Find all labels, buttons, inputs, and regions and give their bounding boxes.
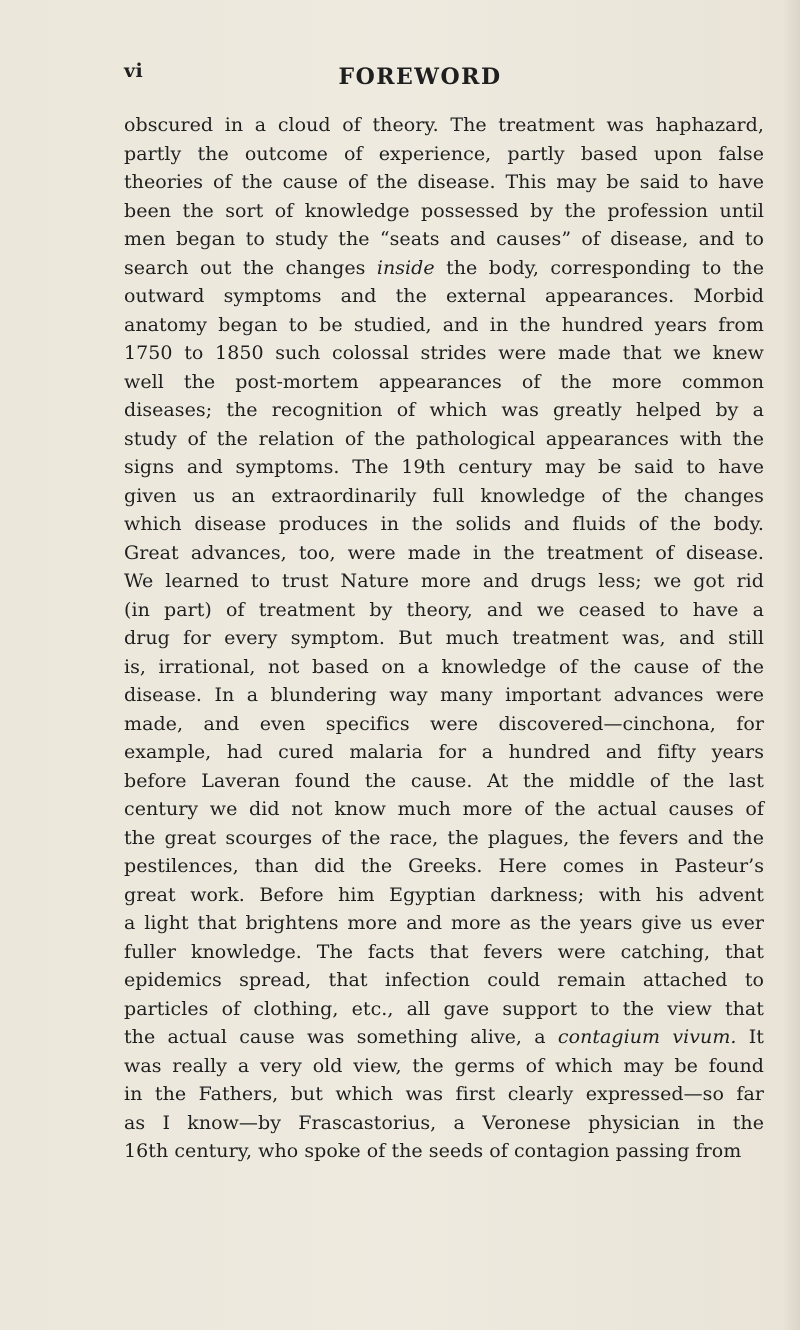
text-line (124, 197, 764, 226)
text-line (124, 738, 764, 767)
text-segment: the actual cause was something alive, a (124, 1026, 558, 1048)
text-line (124, 510, 764, 539)
text-segment: which disease produces in the solids and fluids of the body. (124, 513, 764, 535)
page-edge-shadow (782, 0, 800, 1330)
text-segment: signs and symptoms. The 19th century may be said to have (124, 456, 764, 478)
text-line (124, 567, 764, 596)
text-line (124, 482, 764, 511)
text-line (124, 909, 764, 938)
text-line (124, 852, 764, 881)
text-line (124, 710, 764, 739)
text-segment: partly the outcome of experience, partly based upon false (124, 142, 764, 165)
text-line (124, 225, 764, 254)
text-line (124, 966, 764, 995)
text-line (124, 539, 764, 568)
text-segment: before Laveran found the cause. At the middle of the last (124, 769, 764, 792)
text-line (124, 824, 764, 853)
text-line (124, 681, 764, 710)
text-line (124, 767, 764, 796)
text-line (124, 624, 764, 653)
text-segment: We learned to trust Nature more and drugs less; we got rid (124, 570, 764, 592)
text-line (124, 425, 764, 454)
text-segment: obscured in a cloud of theory. The treatment was haphazard, (124, 114, 764, 136)
text-line (124, 282, 764, 311)
text-line (124, 995, 764, 1024)
text-segment: particles of clothing, etc., all gave support to the view that (124, 997, 764, 1020)
text-segment: been the sort of knowledge possessed by the profession until (124, 199, 764, 222)
text-line (124, 1137, 764, 1166)
text-segment: made, and even specifics were discovered—cinchona, for (124, 712, 764, 735)
text-segment: a light that brightens more and more as the years give us ever (124, 912, 764, 934)
body-text (124, 111, 764, 1166)
text-line (124, 596, 764, 625)
text-segment: outward symptoms and the external appearances. Morbid (124, 285, 764, 307)
text-segment: great work. Before him Egyptian darkness; with his advent (124, 883, 764, 906)
text-line (124, 140, 764, 169)
text-segment: in the Fathers, but which was first clearly expressed—so far (124, 1083, 764, 1105)
text-line (124, 1080, 764, 1109)
text-line (124, 1023, 764, 1052)
italic-text-segment: inside (376, 256, 435, 279)
text-line (124, 368, 764, 397)
text-line (124, 453, 764, 482)
text-line (124, 1052, 764, 1081)
italic-text-segment: contagium vivum. (557, 1026, 737, 1048)
text-segment: the great scourges of the race, the plagues, the fevers and the (124, 826, 764, 849)
text-segment: theories of the cause of the disease. This may be said to have (124, 171, 764, 193)
text-segment: pestilences, than did the Greeks. Here comes in Pasteur’s (124, 855, 764, 877)
text-segment: men began to study the “seats and causes” of disease, and to (124, 228, 764, 250)
text-segment: fuller knowledge. The facts that fevers were catching, that (124, 940, 764, 963)
text-line (124, 938, 764, 967)
text-segment: was really a very old view, the germs of which may be found (124, 1054, 764, 1077)
text-line (124, 396, 764, 425)
text-line (124, 795, 764, 824)
text-line (124, 111, 764, 140)
text-segment: study of the relation of the pathological appearances with the (124, 427, 764, 450)
text-line (124, 339, 764, 368)
text-segment: disease. In a blundering way many important advances were (124, 684, 764, 706)
text-segment: 16th century, who spoke of the seeds of contagion passing from (124, 1140, 742, 1162)
text-line (124, 881, 764, 910)
page-header (0, 58, 800, 98)
text-line (124, 1109, 764, 1138)
text-line (124, 311, 764, 340)
text-segment: 1750 to 1850 such colossal strides were made that we knew (124, 342, 764, 364)
text-segment: (in part) of treatment by theory, and we ceased to have a (124, 598, 764, 621)
running-head: FOREWORD (338, 64, 502, 90)
text-segment: example, had cured malaria for a hundred and fifty years (124, 741, 764, 763)
text-segment: well the post-mortem appearances of the more common (124, 370, 764, 393)
text-segment: century we did not know much more of the actual causes of (124, 798, 764, 820)
text-segment: the body, corresponding to the (434, 256, 764, 279)
text-line (124, 254, 764, 283)
text-segment: diseases; the recognition of which was greatly helped by a (124, 399, 764, 421)
page-number: vi (124, 60, 144, 82)
text-segment: is, irrational, not based on a knowledge of the cause of the (124, 655, 764, 678)
text-segment: given us an extraordinarily full knowledge of the changes (124, 484, 764, 507)
text-segment: epidemics spread, that infection could remain attached to (124, 969, 764, 991)
text-segment: drug for every symptom. But much treatment was, and still (124, 627, 764, 649)
text-segment: Great advances, too, were made in the treatment of disease. (124, 541, 764, 564)
text-segment: search out the changes (124, 256, 377, 279)
text-segment: It (736, 1026, 764, 1048)
text-segment: anatomy began to be studied, and in the hundred years from (124, 313, 764, 336)
text-line (124, 168, 764, 197)
text-segment: as I know—by Frascastorius, a Veronese physician in the (124, 1111, 764, 1134)
text-line (124, 653, 764, 682)
